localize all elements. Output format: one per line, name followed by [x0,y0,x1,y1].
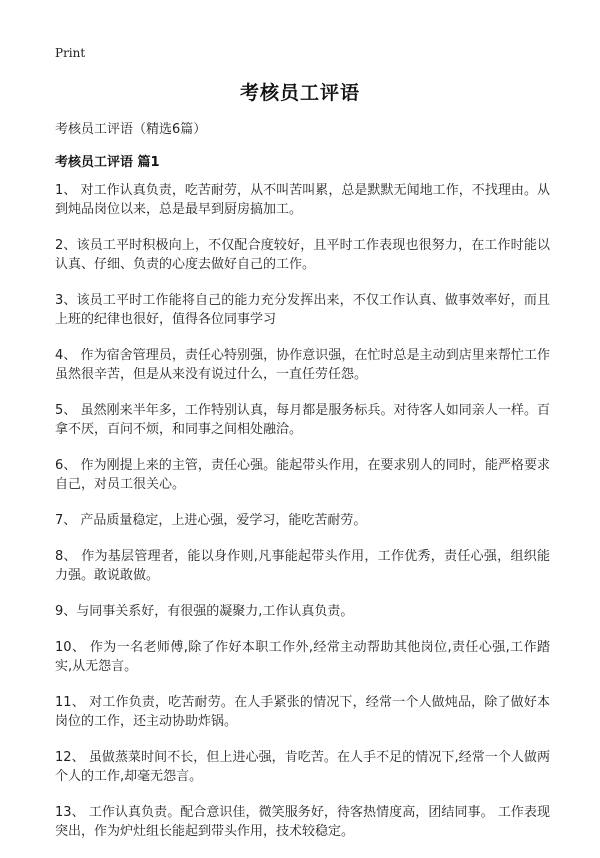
comment-list [55,181,550,858]
comment-item-8: 8、 作为基层管理者，能以身作则,凡事能起带头作用，工作优秀，责任心强，组织能力强。敢说敢做。 [55,549,550,583]
section-heading: 考核员工评语 篇1 [55,155,160,170]
comment-item-12: 12、 虽做蒸菜时间不长，但上进心强，肯吃苦。在人手不足的情况下,经常一个人做两个人的工作,却毫无怨言。 [55,750,550,784]
comment-item-11: 11、 对工作负责，吃苦耐劳。在人手紧张的情况下，经常一个人做炖品，除了做好本岗位的工作，还主动协助炸锅。 [55,695,550,729]
comment-item-9: 9、与同事关系好，有很强的凝聚力,工作认真负责。 [55,604,354,619]
print-label: Print [55,46,86,60]
comment-item-7: 7、 产品质量稳定，上进心强，爱学习，能吃苦耐劳。 [55,513,367,528]
comment-item-13: 13、 工作认真负责。配合意识佳，微笑服务好，待客热情度高，团结同事。 工作表现突出，作为炉灶组长能起到带头作用，技术较稳定。 [55,805,550,839]
comment-item-6: 6、 作为刚提上来的主管，责任心强。能起带头作用，在要求别人的同时，能严格要求自己，对员工很关心。 [55,458,550,492]
comment-item-5: 5、 虽然刚来半年多，工作特别认真，每月都是服务标兵。对待客人如同亲人一样。百拿不厌，百问不烦，和同事之间相处融洽。 [55,403,550,437]
comment-item-3: 3、该员工平时工作能将自己的能力充分发挥出来，不仅工作认真、做事效率好，而且上班的纪律也很好，值得各位同事学习 [55,293,550,327]
comment-item-2: 2、该员工平时积极向上，不仅配合度较好，且平时工作表现也很努力，在工作时能以认真、仔细、负责的心度去做好自己的工作。 [55,238,550,272]
document-subtitle: 考核员工评语（精选6篇） [55,122,207,137]
comment-item-1: 1、 对工作认真负责，吃苦耐劳，从不叫苦叫累，总是默默无闻地工作，不找理由。从到炖品岗位以来，总是最早到厨房搞加工。 [55,183,550,217]
document-title: 考核员工评语 [239,82,360,104]
comment-item-10: 10、 作为一名老师傅,除了作好本职工作外,经常主动帮助其他岗位,责任心强,工作踏实,从无怨言。 [55,640,550,674]
comment-item-4: 4、 作为宿舍管理员，责任心特别强，协作意识强，在忙时总是主动到店里来帮忙工作虽然很辛苦，但是从来没有说过什么，一直任劳任怨。 [55,348,550,382]
